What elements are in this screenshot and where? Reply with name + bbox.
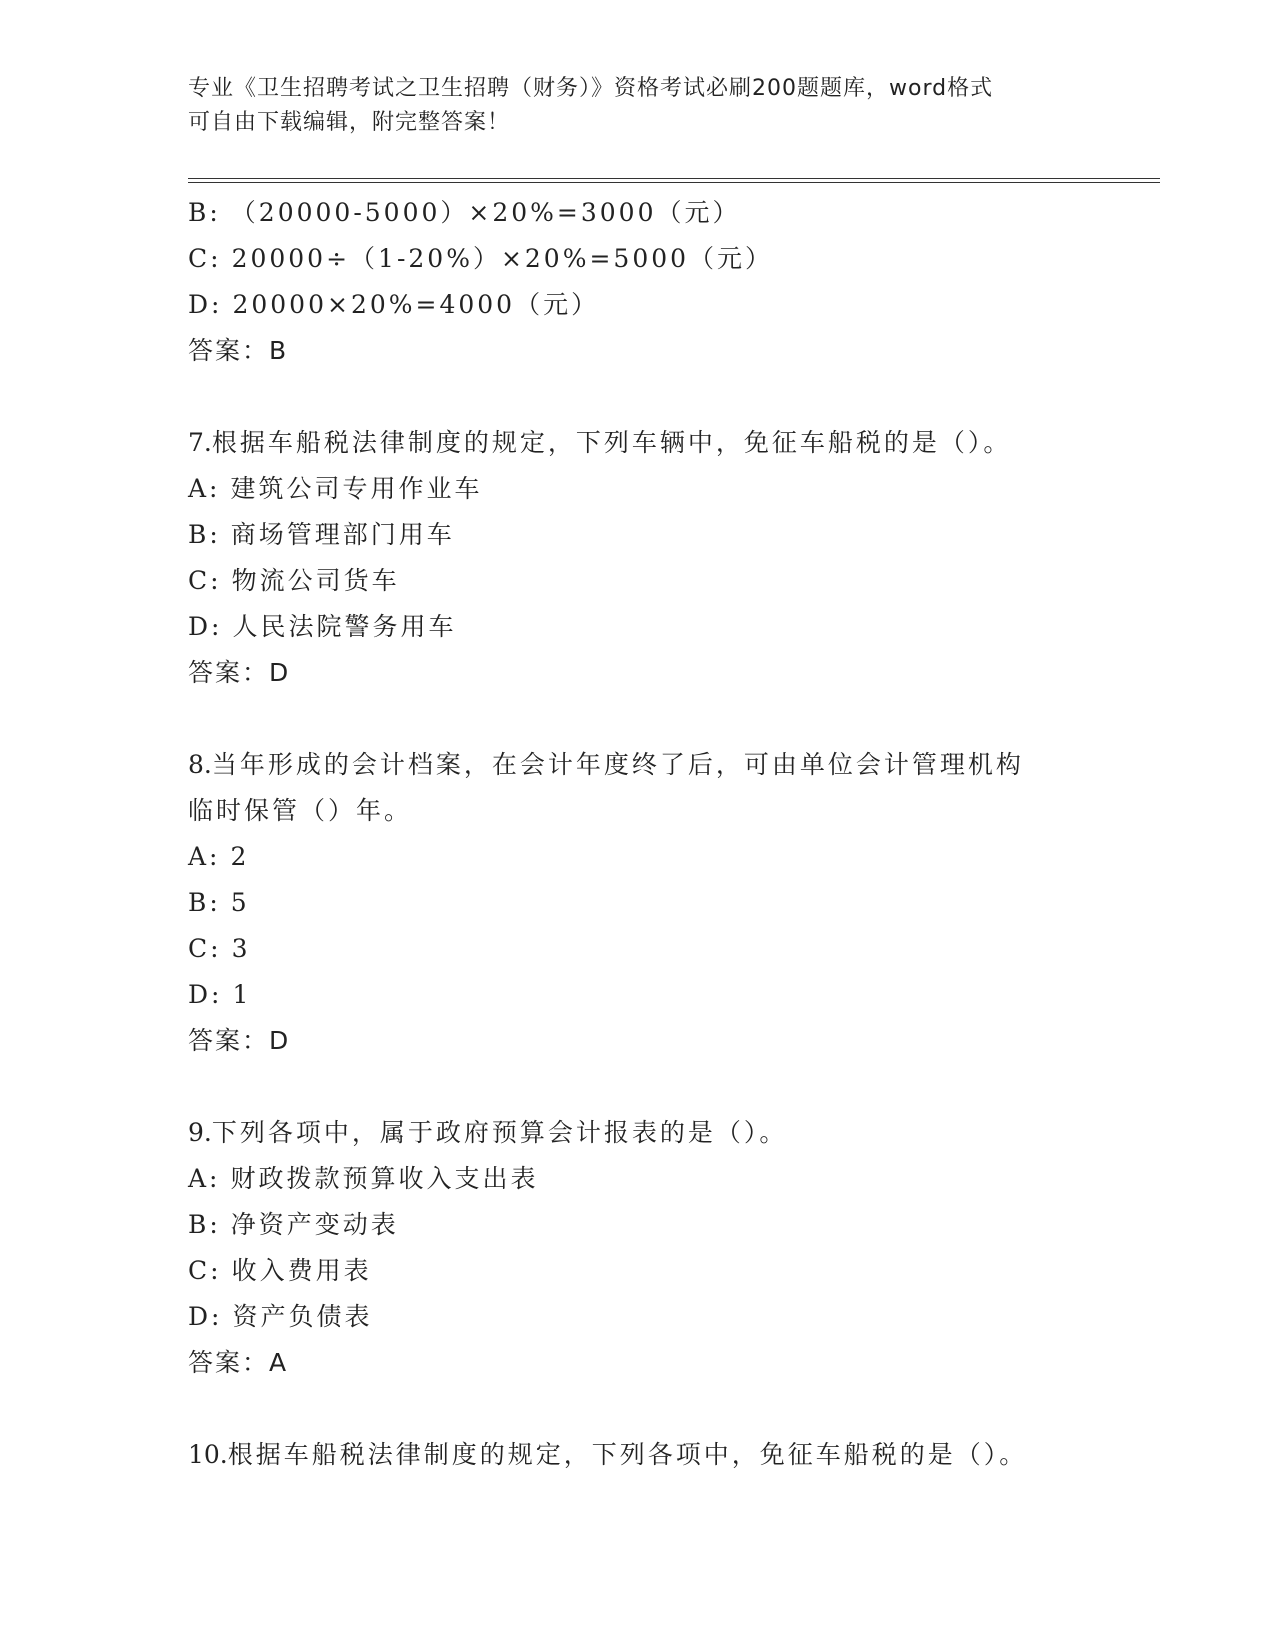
option-line: [188, 558, 1088, 604]
option-line: [188, 236, 1088, 282]
option-text: 20000÷（1-20%）×20%=5000（元）: [231, 244, 774, 273]
option-text: （20000-5000）×20%=3000（元）: [230, 198, 741, 227]
question-stem: [188, 420, 1088, 466]
option-line: [188, 512, 1088, 558]
question-text: 根据车船税法律制度的规定，下列车辆中，免征车船税的是（）。: [211, 428, 1012, 457]
document-header: [188, 72, 1068, 140]
option-line: [188, 834, 1088, 880]
question-number: 9.: [188, 1118, 212, 1147]
question-10: [188, 1432, 1088, 1478]
option-line: [188, 466, 1088, 512]
question-text: 根据车船税法律制度的规定，下列各项中，免征车船税的是（）。: [227, 1440, 1028, 1469]
option-line: [188, 926, 1088, 972]
option-line: [188, 1202, 1088, 1248]
header-line-2: 可自由下载编辑，附完整答案！: [188, 110, 511, 135]
option-letter: B:: [188, 520, 221, 549]
option-text: 5: [230, 888, 250, 917]
question-number: 10.: [188, 1440, 228, 1469]
option-text: 物流公司货车: [231, 566, 400, 595]
question-stem: [188, 1432, 1088, 1478]
spacer: [188, 374, 1088, 420]
option-text: 3: [231, 934, 251, 963]
answer-line: 答案：B: [188, 336, 289, 365]
question-text: 下列各项中，属于政府预算会计报表的是（）。: [211, 1118, 788, 1147]
option-letter: B:: [188, 198, 221, 227]
question-8: [188, 742, 1088, 1064]
option-letter: A:: [188, 842, 221, 871]
question-9: [188, 1110, 1088, 1386]
option-line: [188, 1156, 1088, 1202]
question-7: [188, 420, 1088, 696]
header-line-1: 专业《卫生招聘考试之卫生招聘（财务）》资格考试必刷200题题库，word格式: [188, 76, 994, 101]
option-letter: C:: [188, 934, 222, 963]
option-letter: D:: [188, 980, 223, 1009]
spacer: [188, 1064, 1088, 1110]
question-number: 7.: [188, 428, 212, 457]
option-letter: C:: [188, 566, 222, 595]
option-text: 20000×20%=4000（元）: [232, 290, 600, 319]
header-divider-bottom: [188, 182, 1160, 183]
option-text: 财政拨款预算收入支出表: [230, 1164, 539, 1193]
option-text: 收入费用表: [231, 1256, 372, 1285]
option-text: 2: [230, 842, 250, 871]
option-letter: D:: [188, 1302, 223, 1331]
option-letter: B:: [188, 888, 221, 917]
option-letter: A:: [188, 474, 221, 503]
answer-line: 答案：A: [188, 1348, 289, 1377]
question-text: 当年形成的会计档案，在会计年度终了后，可由单位会计管理机构: [211, 750, 1024, 779]
spacer: [188, 1386, 1088, 1432]
option-letter: B:: [188, 1210, 221, 1239]
question-stem: [188, 1110, 1088, 1156]
question-list: [188, 190, 1088, 1478]
answer-line: 答案：D: [188, 658, 291, 687]
option-line: [188, 190, 1088, 236]
option-line: [188, 972, 1088, 1018]
option-line: [188, 880, 1088, 926]
option-text: 商场管理部门用车: [230, 520, 455, 549]
header-divider-top: [188, 178, 1160, 179]
spacer: [188, 696, 1088, 742]
question-stem: [188, 742, 1088, 788]
option-letter: D:: [188, 290, 223, 319]
option-text: 建筑公司专用作业车: [230, 474, 483, 503]
answer-line: 答案：D: [188, 1026, 291, 1055]
continued-question: [188, 190, 1088, 374]
option-text: 资产负债表: [232, 1302, 373, 1331]
option-line: [188, 282, 1088, 328]
option-line: [188, 1294, 1088, 1340]
option-text: 1: [232, 980, 252, 1009]
option-text: 净资产变动表: [230, 1210, 399, 1239]
option-letter: A:: [188, 1164, 221, 1193]
question-number: 8.: [188, 750, 212, 779]
option-letter: D:: [188, 612, 223, 641]
option-letter: C:: [188, 1256, 222, 1285]
option-line: [188, 604, 1088, 650]
option-line: [188, 1248, 1088, 1294]
question-stem-continued: 临时保管（）年。: [188, 796, 413, 825]
option-letter: C:: [188, 244, 222, 273]
option-text: 人民法院警务用车: [232, 612, 457, 641]
